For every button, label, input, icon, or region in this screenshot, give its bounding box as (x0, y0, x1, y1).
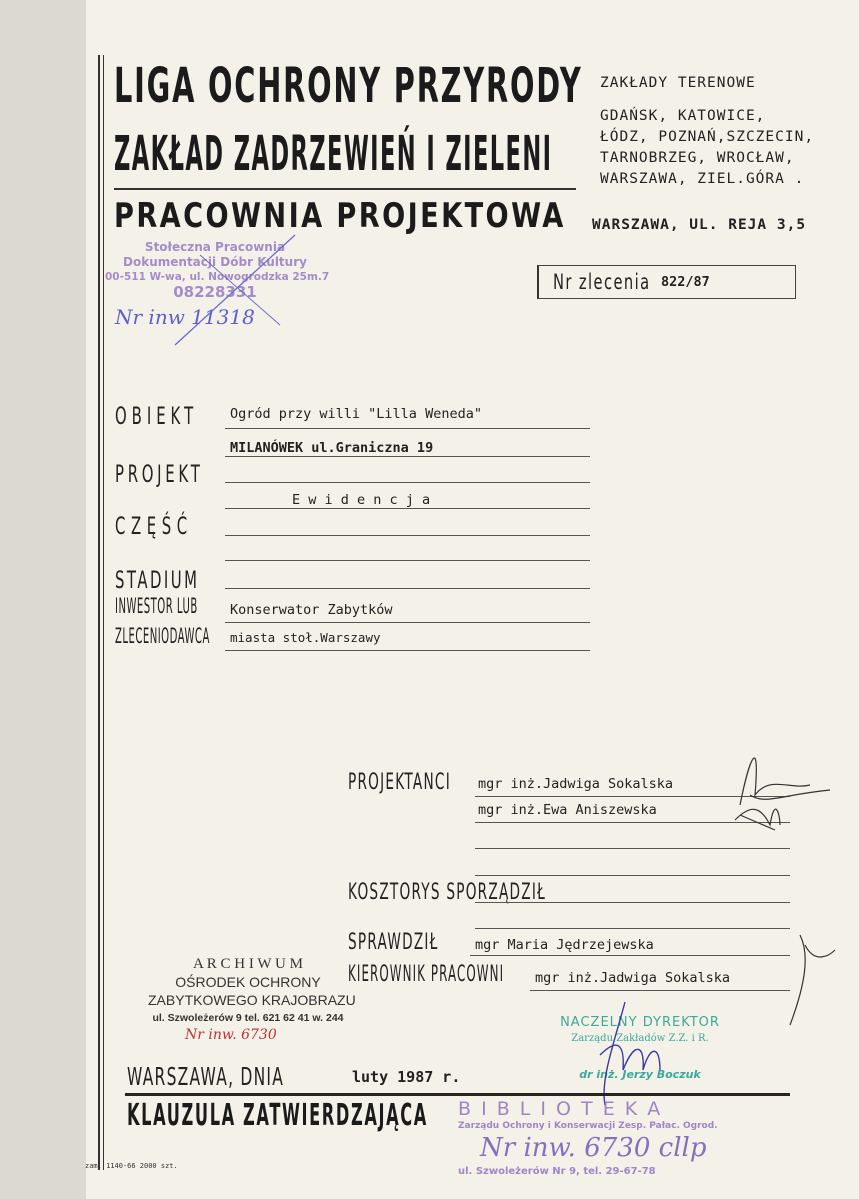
office-address: WARSZAWA, UL. REJA 3,5 (592, 217, 807, 233)
territorial-line: WARSZAWA, ZIEL.GÓRA . (600, 171, 805, 187)
field-line (225, 622, 590, 623)
date-value: luty 1987 r. (352, 1068, 461, 1086)
library-stamp-line: Zarządu Ochrony i Konserwacji Zesp. Pałac. Ogrod. (458, 1121, 718, 1131)
field-value: Konserwator Zabytków (230, 602, 393, 618)
territorial-title: ZAKŁADY TERENOWE (600, 75, 756, 91)
head-name: mgr inż.Jadwiga Sokalska (535, 970, 731, 986)
handwritten-inventory-number: Nr inw 11318 (115, 305, 255, 329)
margin-double-rule (98, 55, 104, 1170)
territorial-line: ŁÓDZ, POZNAŃ,SZCZECIN, (600, 129, 815, 145)
head-label: KIEROWNIK PRACOWNI (348, 962, 505, 987)
archive-line: A R C H I W U M (193, 956, 303, 972)
field-line (225, 428, 590, 429)
stamp-line: 08228331 (173, 283, 257, 301)
archive-line: ul. Szwoleżerów 9 tel. 621 62 41 w. 244 (152, 1012, 344, 1024)
stamp-line: 00-511 W-wa, ul. Nowogrodzka 25m.7 (105, 271, 330, 283)
underlying-page (0, 0, 89, 1199)
field-line (225, 456, 590, 457)
designers-label: PROJEKTANCI (348, 770, 451, 795)
field-label-investor: INWESTOR LUB (115, 594, 198, 618)
stamp-line: Stołeczna Pracownia (144, 240, 286, 254)
header-line2: ZAKŁAD ZADRZEWIEŃ I ZIELENI (114, 126, 553, 182)
field-label-projekt: PROJEKT (115, 460, 204, 488)
director-line: Zarządu Zakładów Z.Z. i R. (571, 1033, 709, 1044)
header-line3: PRACOWNIA PROJEKTOWA (114, 196, 566, 236)
field-label-czesc: CZĘŚĆ (115, 512, 193, 540)
field-line (225, 535, 590, 536)
designer-name: mgr inż.Ewa Aniszewska (478, 802, 657, 818)
archive-handwritten-number: Nr inw. 6730 (185, 1027, 277, 1043)
approval-rule (125, 1093, 790, 1096)
order-number-box (537, 265, 796, 299)
field-value: miasta stoł.Warszawy (230, 630, 381, 645)
library-handwritten-number: Nr inw. 6730 cllp (480, 1133, 707, 1163)
territorial-line: TARNOBRZEG, WROCŁAW, (600, 150, 795, 166)
library-stamp-title: B I B L I O T E K A (458, 1098, 663, 1120)
handwritten-signatures (720, 735, 840, 1035)
archive-line: OŚRODEK OCHRONY (175, 974, 321, 990)
stamp-line: Dokumentacji Dóbr Kultury (123, 255, 307, 269)
director-line: dr inż. Jerzy Boczuk (579, 1068, 701, 1081)
library-stamp-address: ul. Szwoleżerów Nr 9, tel. 29-67-78 (458, 1166, 656, 1177)
field-label-obiekt: OBIEKT (115, 402, 199, 430)
date-label: WARSZAWA, DNIA (127, 1062, 285, 1091)
checked-by-label: SPRAWDZIŁ (348, 930, 439, 955)
header-line1: LIGA OCHRONY PRZYRODY (114, 58, 583, 114)
designer-name: mgr inż.Jadwiga Sokalska (478, 776, 674, 792)
director-line: NACZELNY DYREKTOR (560, 1015, 720, 1030)
cost-estimate-label: KOSZTORYS SPORZĄDZIŁ (348, 880, 547, 905)
cross-out-mark (170, 230, 310, 350)
archive-stamp (148, 955, 356, 1027)
field-value: E w i d e n c j a (292, 492, 431, 508)
order-number-label: Nr zlecenia (553, 270, 651, 294)
field-label-stadium: STADIUM (115, 566, 200, 594)
field-line (225, 588, 590, 589)
field-value: MILANÓWEK ul.Graniczna 19 (230, 440, 434, 456)
field-line (225, 508, 590, 509)
approval-clause: KLAUZULA ZATWIERDZAJĄCA (127, 1098, 428, 1133)
field-label-client: ZLECENIODAWCA (115, 624, 210, 648)
field-line (225, 482, 590, 483)
field-value: Ogród przy willi "Lilla Weneda" (230, 406, 482, 422)
print-run-footer: zam. 1140-66 2000 szt. (85, 1162, 178, 1170)
checked-by-name: mgr Maria Jędrzejewska (475, 937, 654, 953)
archive-line: ZABYTKOWEGO KRAJOBRAZU (148, 992, 356, 1008)
order-number-value: 822/87 (661, 274, 710, 290)
field-line (225, 650, 590, 651)
territorial-line: GDAŃSK, KATOWICE, (600, 108, 766, 124)
header-rule (114, 188, 576, 190)
field-line (225, 560, 590, 561)
